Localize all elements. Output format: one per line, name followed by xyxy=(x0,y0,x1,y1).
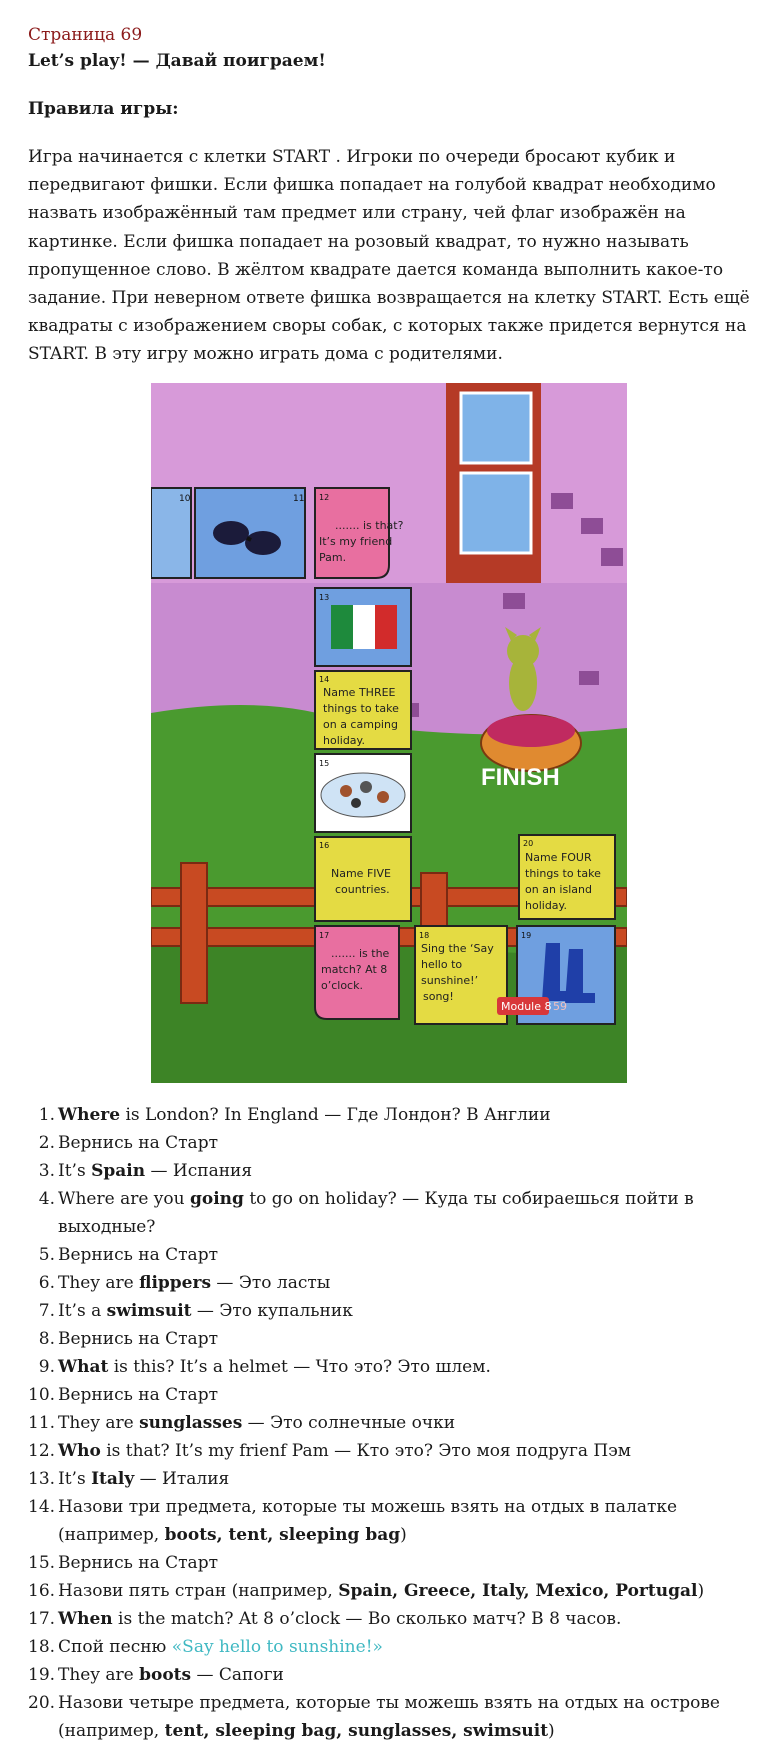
square-17-line3: o’clock. xyxy=(321,979,363,992)
square-20-line4: holiday. xyxy=(525,899,567,912)
square-13-num: 13 xyxy=(319,593,330,602)
rules-paragraph: Игра начинается с клетки START . Игроки по очереди бросают кубик и передвигают фишки. Если фишка попадает на голубой квадрат необходимо назвать изображённый там предмет или страну, чей флаг изображён на картинке. Если фишка попадает на розовый квадрат, то нужно называть пропущенное слово. В жёлтом квадрате дается команда выполнить какое-то задание. При неверном ответе фишка возвращается на клетку START. Есть ещё квадраты с изображением своры собак, с которых также придется вернутся на START. В эту игру можно играть дома с родителями. xyxy=(28,147,750,365)
square-12-line1: ....... is that? xyxy=(335,519,404,532)
square-15-num: 15 xyxy=(319,759,330,768)
square-20-line1: Name FOUR xyxy=(525,851,592,864)
square-14-line3: on a camping xyxy=(323,718,398,731)
square-16-line2: countries. xyxy=(335,883,390,896)
list-item: 13. It’s Italy — Италия xyxy=(28,1469,230,1489)
dog-pack-icon xyxy=(321,773,405,817)
module-badge: Module 8 xyxy=(501,1000,552,1013)
list-item: 11. They are sunglasses — Это солнечные очки xyxy=(28,1413,456,1433)
list-item: 18. Спой песню «Say hello to sunshine!» xyxy=(28,1637,383,1657)
square-20-line3: on an island xyxy=(525,883,592,896)
list-item: 6. They are flippers — Это ласты xyxy=(38,1273,331,1293)
list-item: 14. Назови три предмета, которые ты можешь взять на отдых в палатке (например, boots, tent, sleeping bag) xyxy=(28,1497,678,1545)
square-17-line2: match? At 8 xyxy=(321,963,388,976)
list-item: 2. Вернись на Старт xyxy=(38,1133,218,1153)
list-item: 12. Who is that? It’s my frienf Pam — Кто это? Это моя подруга Пэм xyxy=(28,1441,631,1461)
list-item: 19. They are boots — Сапоги xyxy=(28,1665,284,1685)
square-20-line2: things to take xyxy=(525,867,601,880)
list-item: 3. It’s Spain — Испания xyxy=(38,1161,253,1181)
game-board-image xyxy=(151,383,627,1083)
list-item: 10. Вернись на Старт xyxy=(28,1385,218,1405)
square-19-num: 19 xyxy=(521,931,532,940)
square-14-num: 14 xyxy=(319,675,330,684)
rules-heading: Правила игры: xyxy=(28,99,179,119)
list-item: 7. It’s a swimsuit — Это купальник xyxy=(38,1301,353,1321)
list-item: 4. Where are you going to go on holiday? — Куда ты собираешься пойти в выходные? xyxy=(38,1189,694,1237)
square-12-num: 12 xyxy=(319,493,330,502)
list-item: 9. What is this? It’s a helmet — Что это? Это шлем. xyxy=(38,1357,491,1377)
list-item: 1. Where is London? In England — Где Лондон? В Англии xyxy=(38,1105,551,1125)
square-10-num: 10 xyxy=(179,494,191,504)
list-item: 5. Вернись на Старт xyxy=(38,1245,218,1265)
square-20-num: 20 xyxy=(523,839,534,848)
square-11-num: 11 xyxy=(293,494,305,504)
square-18-line1: Sing the ‘Say xyxy=(421,942,494,955)
page-title: Let’s play! — Давай поиграем! xyxy=(28,51,326,71)
square-14-line1: Name THREE xyxy=(323,686,396,699)
list-item: 16. Назови пять стран (например, Spain, Greece, Italy, Mexico, Portugal) xyxy=(28,1581,705,1601)
list-item: 17. When is the match? At 8 o’clock — Во сколько матч? В 8 часов. xyxy=(28,1609,622,1629)
finish-label: FINISH xyxy=(481,764,560,791)
square-14-line2: things to take xyxy=(323,702,399,715)
song-link[interactable]: «Say hello to sunshine!» xyxy=(171,1637,383,1657)
square-17-num: 17 xyxy=(319,931,330,940)
italian-flag-icon xyxy=(331,605,397,649)
list-item: 20. Назови четыре предмета, которые ты можешь взять на отдых на острове (например, tent, sleeping bag, sunglasses, swimsuit) xyxy=(28,1693,720,1741)
square-17-line1: ....... is the xyxy=(331,947,390,960)
square-14-line4: holiday. xyxy=(323,734,365,747)
square-18-num: 18 xyxy=(419,931,430,940)
board-page-number: 59 xyxy=(553,1000,567,1013)
square-18-line3: sunshine!’ xyxy=(421,974,479,987)
square-16-line1: Name FIVE xyxy=(331,867,391,880)
list-item: 15. Вернись на Старт xyxy=(28,1553,218,1573)
square-18-line2: hello to xyxy=(421,958,463,971)
square-18-line4: song! xyxy=(423,990,454,1003)
square-16-num: 16 xyxy=(319,841,330,850)
square-12-line2: It’s my friend xyxy=(319,535,393,548)
square-12-line3: Pam. xyxy=(319,551,347,564)
answers-list xyxy=(0,1101,750,1745)
page-number: Страница 69 xyxy=(28,25,143,45)
list-item: 8. Вернись на Старт xyxy=(38,1329,218,1349)
window-icon xyxy=(446,383,541,583)
